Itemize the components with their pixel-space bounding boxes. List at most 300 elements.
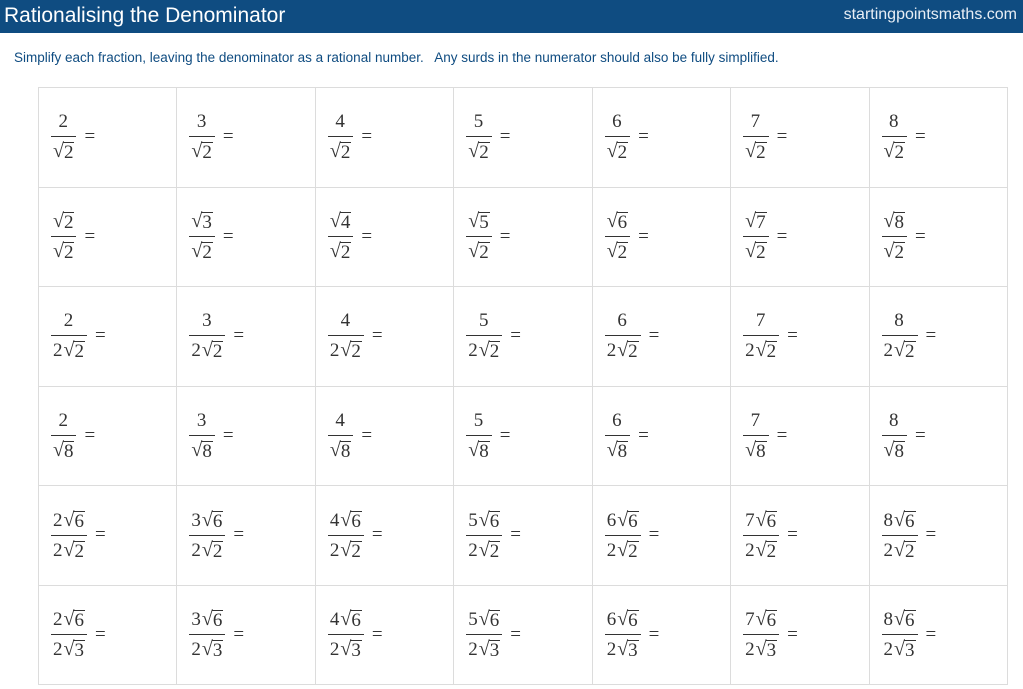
radicand: 6 (212, 610, 223, 632)
fraction (743, 509, 779, 562)
fraction-expression (177, 410, 314, 462)
denominator (743, 634, 779, 661)
numerator (882, 608, 918, 634)
surd (53, 140, 74, 162)
fraction (605, 310, 641, 362)
fraction (189, 210, 214, 263)
exercise-cell (454, 88, 592, 188)
radical-sign: √ (340, 638, 352, 661)
radicand: 3 (351, 640, 361, 662)
exercise-cell (592, 187, 730, 287)
fraction (466, 410, 491, 462)
fraction (51, 111, 76, 163)
equals-sign: = (638, 424, 649, 446)
coefficient: 2 (745, 340, 755, 362)
surd (745, 240, 766, 262)
radical-sign: √ (894, 339, 906, 362)
fraction (605, 111, 630, 163)
numerator (610, 111, 625, 136)
fraction-expression (177, 509, 314, 562)
denominator (51, 634, 87, 661)
fraction-expression (731, 210, 868, 263)
radical-sign: √ (478, 339, 490, 362)
equals-sign: = (776, 424, 788, 446)
numerator (887, 111, 902, 136)
radical-sign: √ (755, 638, 767, 661)
denominator (605, 136, 630, 163)
radicand: 2 (617, 242, 628, 264)
equals-sign: = (787, 524, 798, 546)
fraction-expression (870, 608, 1007, 661)
radical-sign: √ (617, 508, 629, 531)
surd (479, 509, 500, 531)
radical-sign: √ (894, 608, 906, 631)
coefficient: 2 (58, 409, 68, 431)
numerator (56, 410, 71, 435)
radicand: 2 (894, 142, 905, 164)
exercise-cell (869, 187, 1007, 287)
radicand: 2 (63, 242, 74, 264)
radicand: 2 (340, 142, 351, 164)
surd (756, 339, 777, 361)
numerator (339, 310, 354, 335)
exercise-cell (39, 585, 177, 685)
numerator (882, 509, 918, 535)
radical-sign: √ (340, 339, 352, 362)
radicand: 2 (351, 540, 361, 562)
surd (340, 539, 361, 561)
coefficient: 2 (606, 539, 617, 561)
radical-sign: √ (606, 438, 618, 461)
radical-sign: √ (894, 638, 906, 661)
equals-sign: = (648, 325, 660, 347)
radical-sign: √ (201, 638, 213, 661)
radicand: 2 (340, 242, 351, 264)
surd (53, 210, 74, 232)
denominator (51, 236, 76, 263)
exercise-cell (177, 88, 315, 188)
radical-sign: √ (745, 240, 757, 263)
exercise-cell (177, 287, 315, 387)
radicand: 2 (905, 341, 915, 363)
radical-sign: √ (201, 538, 213, 561)
radical-sign: √ (329, 240, 341, 263)
coefficient: 8 (889, 111, 899, 133)
exercise-cell (731, 585, 869, 685)
radical-sign: √ (53, 438, 64, 461)
surd (479, 638, 500, 660)
exercise-cell (592, 386, 730, 486)
coefficient: 8 (894, 310, 904, 332)
fraction (51, 509, 87, 562)
coefficient: 4 (329, 609, 340, 631)
surd (479, 339, 500, 361)
surd (479, 539, 500, 561)
radicand: 8 (756, 440, 766, 462)
radicand: 6 (766, 610, 777, 632)
fraction-expression (316, 410, 453, 462)
denominator (882, 435, 907, 462)
fraction (328, 210, 353, 263)
denominator (189, 236, 214, 263)
numerator (477, 310, 492, 335)
denominator (51, 535, 87, 562)
radicand: 8 (617, 440, 628, 462)
numerator (195, 111, 210, 136)
surd (745, 140, 766, 162)
surd (884, 210, 905, 232)
radicand: 6 (489, 610, 500, 632)
surd (202, 339, 223, 361)
surd (607, 210, 628, 232)
coefficient: 2 (468, 639, 478, 661)
coefficient: 5 (473, 409, 484, 431)
numerator (189, 608, 225, 634)
radical-sign: √ (63, 508, 75, 531)
surd (468, 439, 489, 461)
equals-sign: = (233, 623, 245, 645)
coefficient: 2 (329, 639, 340, 661)
numerator (189, 210, 214, 236)
surd (330, 140, 351, 162)
equals-sign: = (915, 225, 926, 247)
equals-sign: = (638, 225, 649, 247)
denominator (189, 136, 214, 163)
radicand: 6 (628, 610, 638, 632)
denominator (328, 335, 364, 362)
numerator (605, 608, 641, 634)
equals-sign: = (499, 225, 511, 247)
radicand: 6 (628, 510, 638, 532)
numerator (189, 509, 225, 535)
coefficient: 3 (196, 111, 207, 133)
numerator (743, 608, 779, 634)
fraction-expression (177, 210, 314, 263)
coefficient: 2 (606, 340, 617, 362)
coefficient: 5 (479, 310, 489, 332)
coefficient: 4 (340, 310, 351, 332)
equals-sign: = (94, 325, 106, 347)
radical-sign: √ (468, 140, 480, 163)
radicand: 7 (756, 212, 766, 234)
fraction (189, 509, 225, 562)
fraction-expression (731, 410, 868, 462)
fraction-expression (454, 210, 591, 263)
surd (607, 140, 628, 162)
numerator (333, 410, 348, 435)
fraction-expression (39, 509, 176, 562)
coefficient: 2 (883, 539, 894, 561)
coefficient: 5 (468, 509, 478, 531)
denominator (189, 535, 225, 562)
fraction (882, 310, 918, 362)
equals-sign: = (638, 126, 649, 148)
exercise-grid (38, 87, 1008, 685)
exercise-cell (315, 486, 453, 586)
radicand: 6 (766, 510, 777, 532)
coefficient: 2 (883, 639, 894, 661)
denominator (743, 435, 768, 462)
equals-sign: = (361, 225, 373, 247)
fraction (466, 310, 502, 362)
equals-sign: = (371, 524, 383, 546)
surd (894, 638, 915, 660)
surd (64, 608, 85, 630)
radical-sign: √ (606, 210, 618, 233)
exercise-cell (39, 88, 177, 188)
exercise-cell (869, 88, 1007, 188)
surd (53, 240, 74, 262)
coefficient: 6 (606, 609, 617, 631)
surd (468, 140, 489, 162)
fraction-expression (177, 310, 314, 362)
radicand: 2 (479, 242, 489, 264)
exercise-cell (869, 486, 1007, 586)
radical-sign: √ (755, 339, 767, 362)
radicand: 2 (766, 341, 777, 363)
coefficient: 7 (750, 409, 761, 431)
numerator (328, 210, 353, 236)
fraction-expression (731, 310, 868, 362)
denominator (189, 335, 225, 362)
coefficient: 2 (53, 639, 63, 661)
exercise-cell (869, 287, 1007, 387)
fraction (51, 608, 87, 661)
surd (202, 539, 223, 561)
fraction (328, 111, 353, 163)
surd (53, 439, 74, 461)
radicand: 2 (74, 341, 84, 363)
equals-sign: = (925, 325, 937, 347)
fraction (51, 310, 87, 362)
denominator (743, 136, 768, 163)
equals-sign: = (84, 424, 96, 446)
fraction-expression (870, 111, 1007, 163)
radical-sign: √ (53, 240, 64, 263)
coefficient: 7 (755, 310, 766, 332)
exercise-cell (869, 386, 1007, 486)
coefficient: 6 (617, 310, 627, 332)
radicand: 2 (63, 142, 74, 164)
radical-sign: √ (191, 240, 203, 263)
equals-sign: = (94, 524, 106, 546)
equals-sign: = (233, 524, 245, 546)
denominator (328, 634, 364, 661)
page-title: Rationalising the Denominator (4, 4, 286, 27)
equals-sign: = (925, 623, 937, 645)
equals-sign: = (510, 623, 521, 645)
exercise-cell (177, 386, 315, 486)
equals-sign: = (915, 424, 926, 446)
fraction-expression (593, 210, 730, 263)
numerator (743, 509, 779, 535)
radicand: 6 (74, 610, 84, 632)
denominator (605, 335, 641, 362)
coefficient: 6 (606, 509, 617, 531)
fraction-expression (593, 410, 730, 462)
fraction-expression (870, 509, 1007, 562)
exercise-row (39, 88, 1008, 188)
radicand: 3 (905, 640, 915, 662)
fraction-expression (39, 410, 176, 462)
radicand: 8 (894, 212, 905, 234)
surd (894, 608, 915, 630)
surd (191, 140, 212, 162)
coefficient: 2 (53, 539, 63, 561)
fraction-expression (39, 310, 176, 362)
fraction-expression (39, 608, 176, 661)
numerator (56, 111, 71, 136)
exercise-cell (315, 187, 453, 287)
denominator (466, 535, 502, 562)
coefficient: 4 (329, 509, 340, 531)
fraction-expression (731, 111, 868, 163)
exercise-cell (177, 585, 315, 685)
equals-sign: = (84, 126, 96, 148)
coefficient: 2 (468, 340, 478, 362)
radicand: 5 (479, 212, 489, 234)
numerator (466, 509, 502, 535)
exercise-row (39, 287, 1008, 387)
surd (340, 339, 361, 361)
coefficient: 2 (191, 639, 201, 661)
numerator (51, 608, 87, 634)
numerator (51, 210, 76, 236)
fraction (743, 210, 768, 263)
denominator (328, 236, 353, 263)
surd (330, 240, 351, 262)
fraction (882, 210, 907, 263)
coefficient: 3 (191, 509, 201, 531)
radical-sign: √ (617, 538, 629, 561)
radicand: 2 (628, 540, 638, 562)
denominator (189, 634, 225, 661)
denominator (466, 435, 491, 462)
surd (202, 509, 223, 531)
exercise-cell (592, 585, 730, 685)
radicand: 6 (351, 610, 361, 632)
exercise-cell (731, 386, 869, 486)
radicand: 2 (894, 242, 905, 264)
denominator (605, 435, 630, 462)
denominator (882, 136, 907, 163)
radical-sign: √ (883, 240, 895, 263)
fraction-expression (454, 608, 591, 661)
exercise-cell (39, 486, 177, 586)
numerator (51, 509, 87, 535)
denominator (328, 136, 353, 163)
radical-sign: √ (468, 240, 480, 263)
surd (468, 240, 489, 262)
coefficient: 2 (53, 609, 63, 631)
exercise-cell (315, 386, 453, 486)
radicand: 6 (905, 610, 915, 632)
numerator (882, 210, 907, 236)
radicand: 2 (756, 242, 766, 264)
fraction-expression (731, 608, 868, 661)
numerator (200, 310, 215, 335)
radical-sign: √ (191, 438, 203, 461)
coefficient: 2 (606, 639, 617, 661)
coefficient: 2 (53, 340, 63, 362)
radicand: 6 (212, 510, 223, 532)
exercise-cell (592, 88, 730, 188)
radical-sign: √ (478, 608, 490, 631)
exercise-row (39, 187, 1008, 287)
exercise-cell (39, 386, 177, 486)
fraction (466, 210, 491, 263)
radical-sign: √ (329, 140, 341, 163)
radicand: 6 (617, 212, 628, 234)
fraction (605, 509, 641, 562)
fraction (189, 111, 214, 163)
page-header (0, 0, 1023, 33)
radical-sign: √ (883, 438, 895, 461)
equals-sign: = (361, 424, 373, 446)
exercise-cell (177, 187, 315, 287)
radical-sign: √ (617, 638, 629, 661)
exercise-cell (315, 287, 453, 387)
radical-sign: √ (478, 638, 490, 661)
numerator (466, 608, 502, 634)
equals-sign: = (776, 225, 788, 247)
coefficient: 5 (473, 111, 484, 133)
surd (617, 638, 638, 660)
denominator (743, 335, 779, 362)
fraction (466, 111, 491, 163)
exercise-row (39, 585, 1008, 685)
fraction (605, 410, 630, 462)
fraction-expression (870, 410, 1007, 462)
radical-sign: √ (201, 608, 213, 631)
exercise-cell (731, 88, 869, 188)
radicand: 6 (74, 510, 84, 532)
numerator (62, 310, 77, 335)
coefficient: 5 (468, 609, 478, 631)
equals-sign: = (233, 325, 245, 347)
radicand: 3 (212, 640, 223, 662)
exercise-cell (315, 88, 453, 188)
equals-sign: = (371, 325, 383, 347)
fraction (882, 410, 907, 462)
radical-sign: √ (340, 508, 352, 531)
radicand: 2 (489, 341, 500, 363)
radicand: 2 (479, 142, 489, 164)
fraction-expression (454, 310, 591, 362)
numerator (195, 410, 210, 435)
radical-sign: √ (201, 339, 213, 362)
radical-sign: √ (883, 140, 895, 163)
radical-sign: √ (617, 608, 629, 631)
radicand: 2 (212, 341, 223, 363)
surd (64, 509, 85, 531)
fraction (605, 210, 630, 263)
denominator (51, 136, 76, 163)
numerator (605, 210, 630, 236)
fraction-expression (316, 310, 453, 362)
coefficient: 8 (889, 409, 899, 431)
radical-sign: √ (755, 508, 767, 531)
fraction (189, 608, 225, 661)
radical-sign: √ (329, 438, 341, 461)
denominator (882, 335, 918, 362)
fraction-expression (454, 509, 591, 562)
coefficient: 2 (745, 539, 755, 561)
coefficient: 4 (335, 409, 345, 431)
coefficient: 2 (468, 539, 478, 561)
surd (468, 210, 489, 232)
surd (756, 638, 777, 660)
